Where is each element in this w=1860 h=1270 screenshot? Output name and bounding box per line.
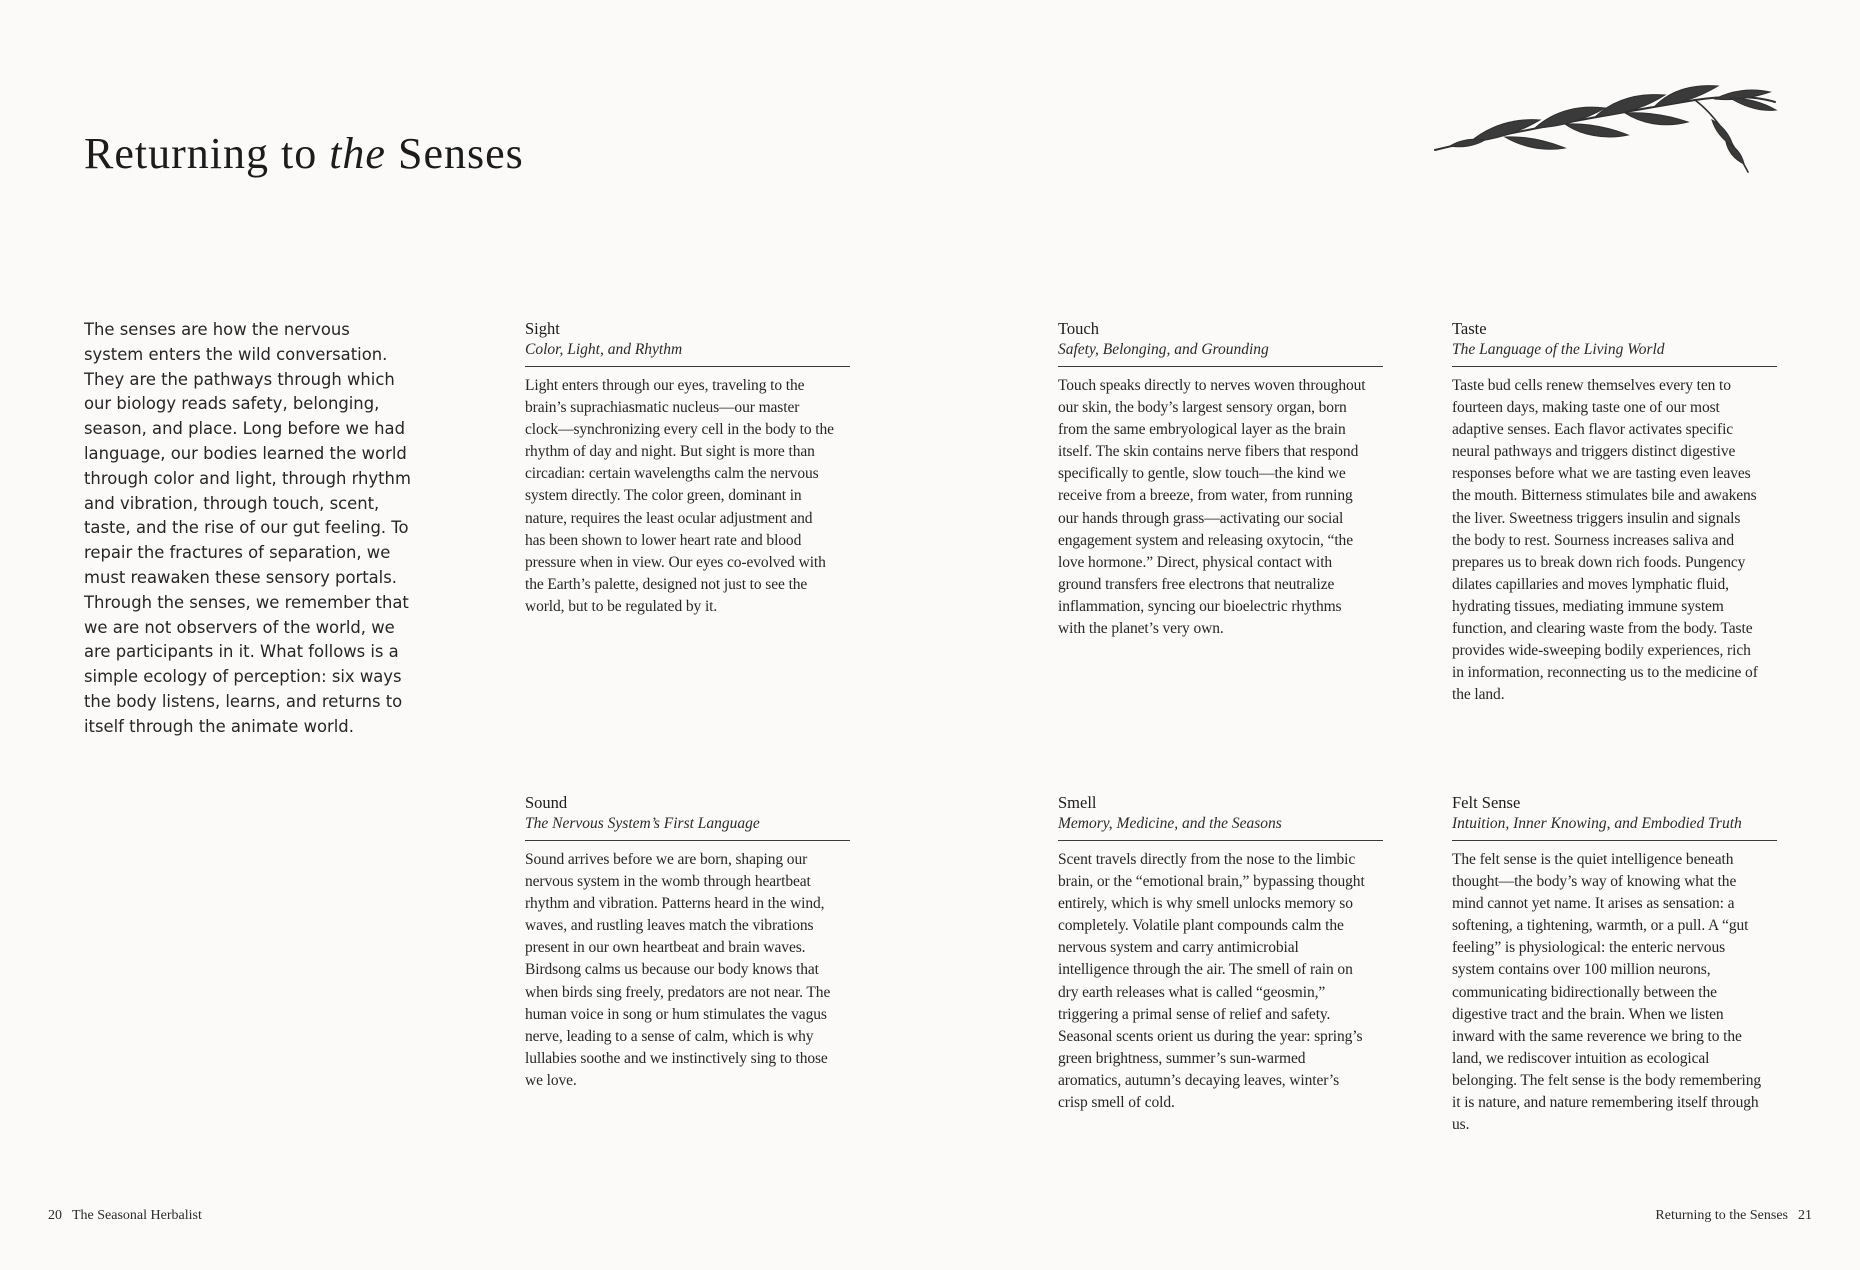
sense-felt-sense (1452, 792, 1777, 1136)
sense-subtitle: The Nervous System’s First Language (525, 813, 850, 841)
sense-subtitle: Color, Light, and Rhythm (525, 339, 850, 367)
sense-subtitle: The Language of the Living World (1452, 339, 1777, 367)
title-part-3: Senses (385, 129, 524, 178)
right-chapter-title: Returning to the Senses (1655, 1208, 1788, 1223)
footer-right (1655, 1208, 1822, 1224)
sense-body: Light enters through our eyes, traveling to the brain’s suprachiasmatic nucleus—our master clock—synchronizing every cell in the body to the rhythm of day and night. But sight is more than circadian: certain wavelengths calm the nervous system directly. The color green, dominant in nature, requires the least ocular adjustment and has been shown to lower heart rate and blood pressure when in view. Our eyes co-evolved with the Earth’s palette, designed not just to see the world, but to be regulated by it. (525, 377, 834, 615)
title-part-1: Returning to (84, 129, 330, 178)
sense-subtitle: Intuition, Inner Knowing, and Embodied Truth (1452, 813, 1777, 841)
sense-smell (1058, 792, 1383, 1114)
sense-name: Sight (525, 319, 560, 338)
sense-body: Touch speaks directly to nerves woven throughout our skin, the body’s largest sensory organ, born from the same embryological layer as the brain itself. The skin contains nerve fibers that respond specifically to gentle, slow touch—the kind we receive from a breeze, from water, from running our hands through grass—activating our social engagement system and releasing oxytocin, “the love hormone.” Direct, physical contact with ground transfers free electrons that neutralize inflammation, syncing our bioelectric rhythms with the planet’s very own. (1058, 377, 1366, 638)
title-part-2-italic: the (329, 129, 386, 178)
sense-name: Taste (1452, 319, 1487, 338)
sense-body: Sound arrives before we are born, shaping our nervous system in the womb through heartbeat rhythm and vibration. Patterns heard in the wind, waves, and rustling leaves match the vibrations present in our own heartbeat and brain waves. Birdsong calms us because our body knows that when birds sing freely, predators are not near. The human voice in song or hum stimulates the vagus nerve, leading to a sense of calm, which is why lullabies soothe and we instinctively sing to those we love. (525, 851, 831, 1089)
sense-subtitle: Safety, Belonging, and Grounding (1058, 339, 1383, 367)
intro-paragraph: The senses are how the nervous system enters the wild conversation. They are the pathways through which our biology reads safety, belonging, season, and place. Long before we had language, our bodies learned the world through color and light, through rhythm and vibration, through touch, scent, taste, and the rise of our gut feeling. To repair the fractures of separation, we must reawaken these sensory portals. Through the senses, we remember that we are not observers of the world, we are participants in it. What follows is a simple ecology of perception: six ways the body listens, learns, and returns to itself through the animate world. (84, 320, 411, 736)
sense-taste (1452, 318, 1777, 706)
sense-body: Taste bud cells renew themselves every ten to fourteen days, making taste one of our most adaptive senses. Each flavor activates specific neural pathways and triggers distinct digestive responses before what we are tasting even leaves the mouth. Bitterness stimulates bile and awakens the liver. Sweetness triggers insulin and signals the body to rest. Sourness increases saliva and prepares us to break down rich foods. Pungency dilates capillaries and moves lymphatic fluid, hydrating tissues, mediating immune system function, and clearing waste from the body. Taste provides wide-sweeping bodily experiences, rich in information, reconnecting us to the medicine of the land. (1452, 377, 1758, 704)
sense-body: The felt sense is the quiet intelligence beneath thought—the body’s way of knowing what the mind cannot yet name. It arises as sensation: a softening, a tightening, warmth, or a pull. A “gut feeling” is physiological: the enteric nervous system contains over 100 million neurons, communicating bidirectionally between the digestive tract and the brain. When we listen inward with the same reverence we bring to the land, we rediscover intuition as ecological belonging. The felt sense is the body remembering it is nature, and nature remembering itself through us. (1452, 851, 1762, 1134)
right-page-number: 21 (1798, 1208, 1812, 1223)
sense-sound (525, 792, 850, 1092)
page-title (84, 128, 524, 179)
footer-left (38, 1208, 202, 1224)
left-page-number: 20 (48, 1208, 62, 1223)
sense-name: Smell (1058, 793, 1097, 812)
sense-name: Sound (525, 793, 568, 812)
sense-name: Felt Sense (1452, 793, 1521, 812)
sense-name: Touch (1058, 319, 1100, 338)
sense-body: Scent travels directly from the nose to the limbic brain, or the “emotional brain,” bypassing thought entirely, which is why smell unlocks memory so completely. Volatile plant compounds calm the nervous system and carry antimicrobial intelligence through the air. The smell of rain on dry earth releases what is called “geosmin,” triggering a primal sense of relief and safety. Seasonal scents orient us during the year: spring’s green brightness, summer’s sun-warmed aromatics, autumn’s decaying leaves, winter’s crisp smell of cold. (1058, 851, 1365, 1112)
left-book-title: The Seasonal Herbalist (72, 1208, 202, 1223)
sense-sight (525, 318, 850, 618)
sense-subtitle: Memory, Medicine, and the Seasons (1058, 813, 1383, 841)
leaf-branch-icon (1430, 80, 1780, 180)
sense-touch (1058, 318, 1383, 640)
